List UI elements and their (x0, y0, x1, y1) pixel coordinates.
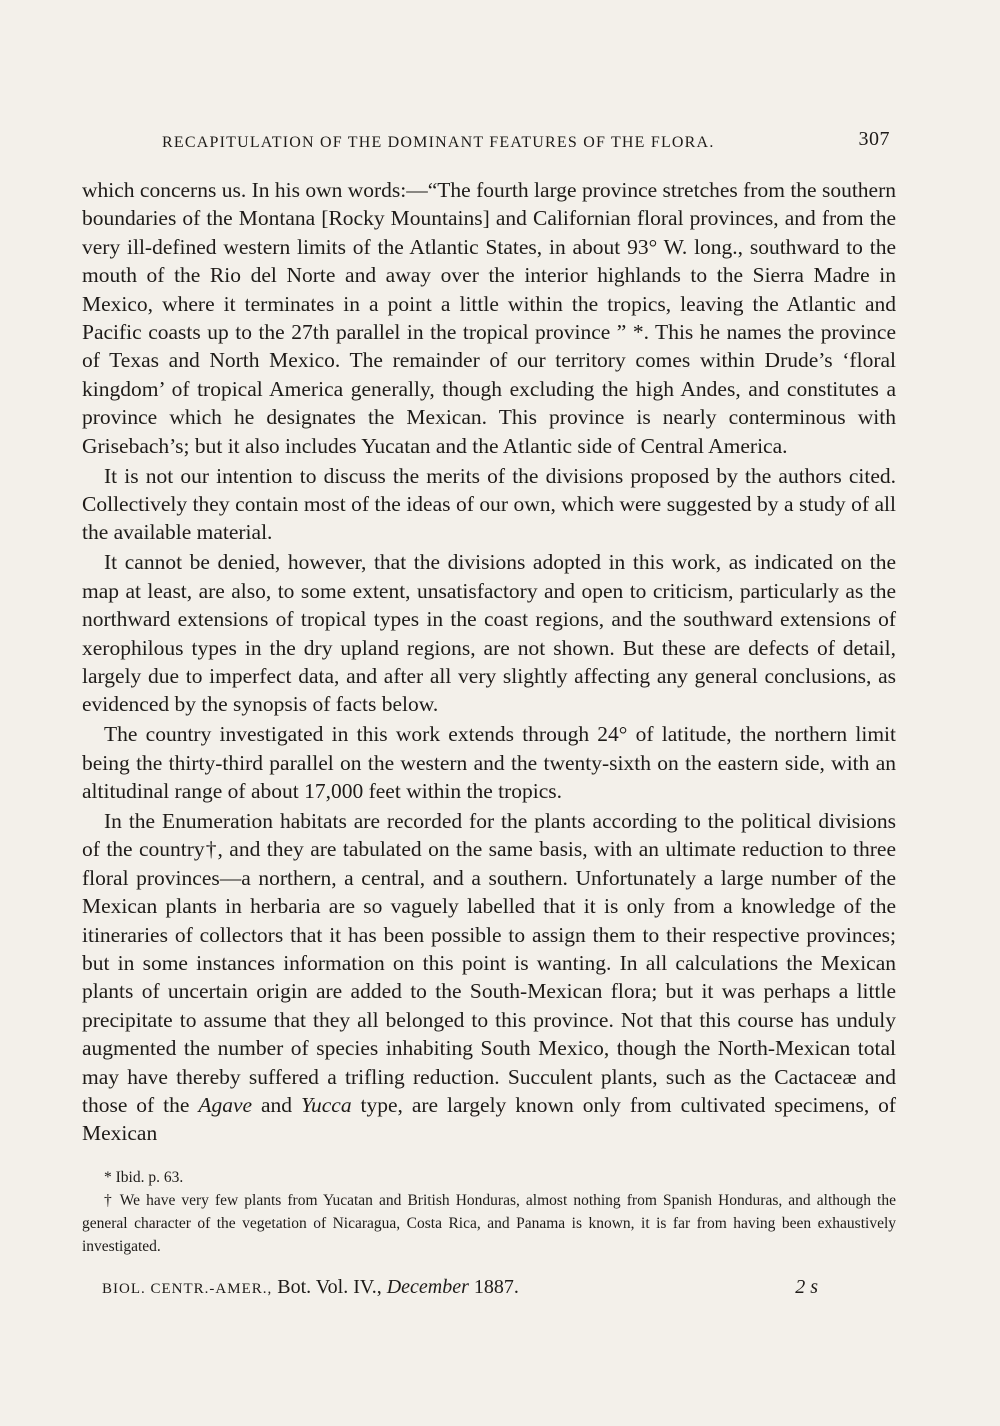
paragraph-5-and: and (261, 1093, 293, 1117)
paragraph-1: which concerns us. In his own words:—“The fourth large province stretches from the southern boundaries of the Montana [Rocky Mountains] and Californian floral provinces, and from the very ill-defined western limits of the Atlantic States, in about 93° W. long., southward to the mouth of the Rio del Norte and away over the interior highlands to the Sierra Madre in Mexico, where it terminates in a point a little within the tropics, leaving the Atlantic and Pacific coasts up to the 27th parallel in the tropical province ” *. This he names the province of Texas and North Mexico. The remainder of our territory comes within Drude’s ‘floral kingdom’ of tropical America generally, though excluding the high Andes, and constitutes a province which he designates the Mexican. This province is nearly conterminous with Grisebach’s; but it also includes Yucatan and the Atlantic side of Central America. (82, 178, 896, 458)
date-year: 1887. (473, 1275, 519, 1298)
body-text (82, 176, 896, 1148)
running-head (82, 128, 896, 158)
paragraph-5-text-b: type, are largely known only from cultivated specimens, of Mexican (82, 1093, 897, 1146)
paragraph-4: The country investigated in this work extends through 24° of latitude, the northern limit being the thirty-third parallel on the western and the twenty-sixth on the eastern side, with an altitudinal range of about 17,000 feet within the tropics. (82, 722, 896, 804)
paragraph-5-text-a: In the Enumeration habitats are recorded for the plants according to the political divisions of the country†, and they are tabulated on the same basis, with an ultimate reduction to three floral provinces—a northern, a central, and a southern. Unfortunately a large number of the Mexican plants in herbaria are so vaguely labelled that it is only from a knowledge of the itineraries of collectors that it has been possible to assign them to their respective provinces; but in some instances information on this point is wanting. In all calculations the Mexican plants of uncertain origin are added to the South-Mexican flora; but it was perhaps a little precipitate to assume that they all belonged to this province. Not that this course has unduly augmented the number of species inhabiting South Mexico, though the North-Mexican total may have thereby suffered a trifling reduction. Succulent plants, such as the Cactaceæ and those of the (82, 808, 896, 1117)
publication-citation (102, 1276, 519, 1299)
page (82, 128, 896, 1306)
footnote-2: † We have very few plants from Yucatan and British Honduras, almost nothing from Spanish Honduras, and although the general character of the vegetation of Nicaragua, Costa Rica, and Panama is known, it is far from having been exhaustively investigated. (82, 1191, 896, 1255)
date-month: December (386, 1275, 469, 1298)
paragraph-2: It is not our intention to discuss the merits of the divisions proposed by the authors cited. Collectively they contain most of the ideas of our own, which were suggested by a study of all the available material. (82, 463, 896, 545)
page-number: 307 (858, 128, 890, 150)
journal-name: BIOL. CENTR.-AMER., (102, 1280, 273, 1297)
italic-agave: Agave (198, 1093, 253, 1117)
italic-yucca: Yucca (301, 1093, 352, 1117)
footnotes (82, 1166, 896, 1258)
volume: Bot. Vol. IV., (277, 1275, 382, 1298)
paragraph-5 (82, 807, 896, 1148)
paragraph-3: It cannot be denied, however, that the divisions adopted in this work, as indicated on the map at least, are also, to some extent, unsatisfactory and open to criticism, particularly as the northward extensions of tropical types in the coast regions, and the southward extensions of xerophilous types in the dry upland regions, are not shown. But these are defects of detail, largely due to imperfect data, and after all very slightly affecting any general conclusions, as evidenced by the synopsis of facts below. (82, 550, 896, 717)
running-head-title: RECAPITULATION OF THE DOMINANT FEATURES OF THE FLORA. (162, 134, 715, 151)
signature-line (82, 1276, 896, 1306)
footnote-1: * Ibid. p. 63. (104, 1168, 184, 1186)
sheet-signature: 2 s (795, 1275, 818, 1298)
